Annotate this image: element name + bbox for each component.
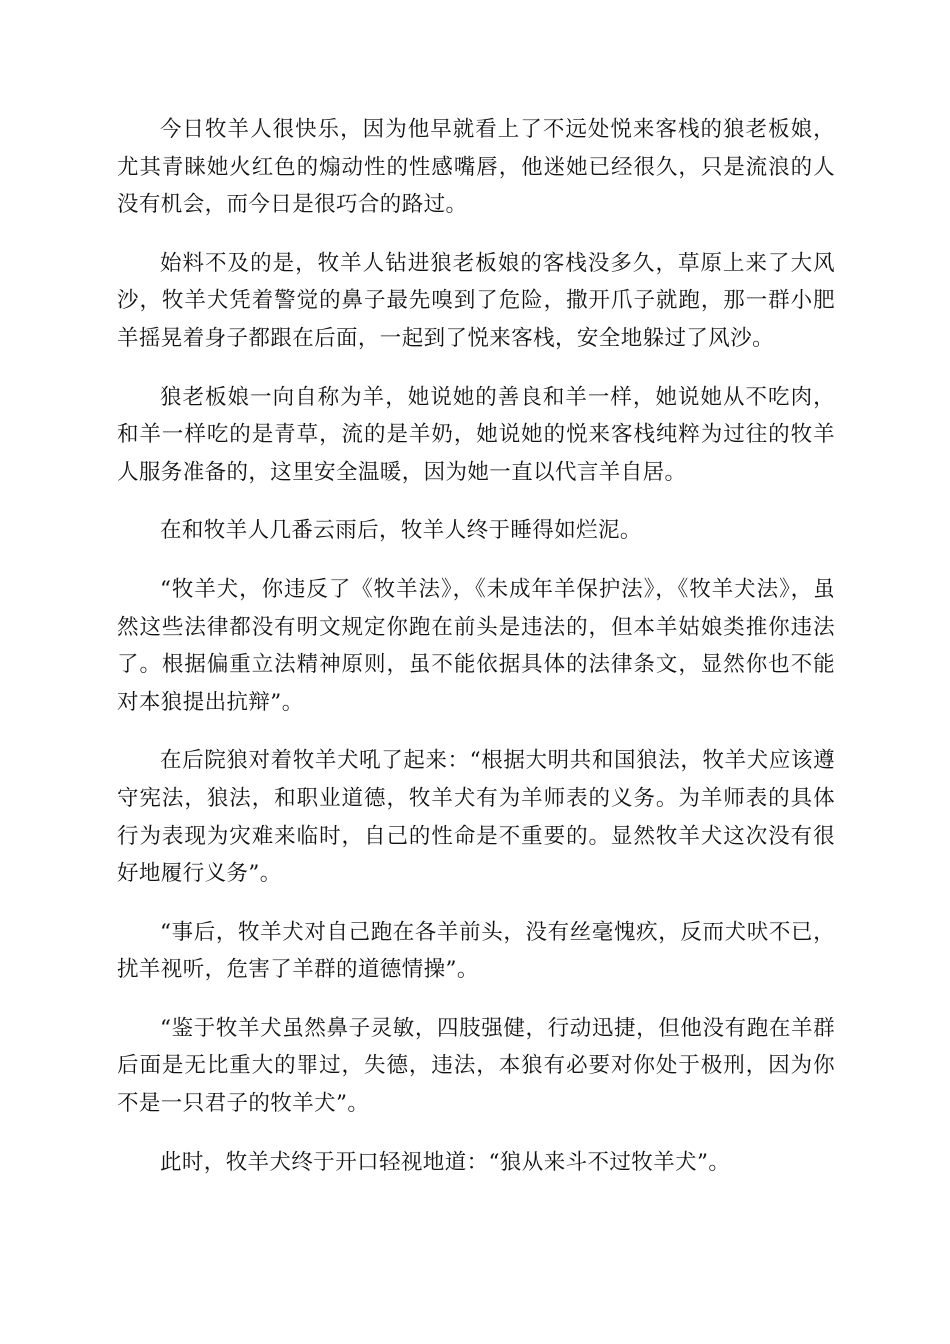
paragraph-9: 此时，牧羊犬终于开口轻视地道：“狼从来斗不过牧羊犬”。	[160, 1149, 731, 1175]
paragraph-8: “鉴于牧羊犬虽然鼻子灵敏，四肢强健，行动迅捷，但他没有跑在羊群后面是无比重大的罪过，失德，违法，本狼有必要对你处于极刑，因为你不是一只君子的牧羊犬”。	[117, 1015, 835, 1117]
paragraph-4: 在和牧羊人几番云雨后，牧羊人终于睡得如烂泥。	[160, 518, 642, 544]
paragraph-6: 在后院狼对着牧羊犬吼了起来：“根据大明共和国狼法，牧羊犬应该遵守宪法，狼法，和职业道德，牧羊犬有为羊师表的义务。为羊师表的具体行为表现为灾难来临时，自己的性命是不重要的。显然牧羊犬这次没有很好地履行义务”。	[117, 748, 835, 887]
paragraph-1: 今日牧羊人很快乐，因为他早就看上了不远处悦来客栈的狼老板娘，尤其青睐她火红色的煽动性的性感嘴唇，他迷她已经很久，只是流浪的人没有机会，而今日是很巧合的路过。	[117, 117, 835, 218]
document-page	[117, 111, 835, 1202]
paragraph-3: 狼老板娘一向自称为羊，她说她的善良和羊一样，她说她从不吃肉，和羊一样吃的是青草，流的是羊奶，她说她的悦来客栈纯粹为过往的牧羊人服务准备的，这里安全温暖，因为她一直以代言羊自居。	[117, 384, 835, 485]
paragraph-2: 始料不及的是，牧羊人钻进狼老板娘的客栈没多久，草原上来了大风沙，牧羊犬凭着警觉的鼻子最先嗅到了危险，撒开爪子就跑，那一群小肥羊摇晃着身子都跟在后面，一起到了悦来客栈，安全地躲过了风沙。	[117, 250, 835, 351]
paragraph-7: “事后，牧羊犬对自己跑在各羊前头，没有丝毫愧疚，反而犬吠不已，扰羊视听，危害了羊群的道德情操”。	[117, 919, 835, 983]
paragraph-5: “牧羊犬，你违反了《牧羊法》，《未成年羊保护法》，《牧羊犬法》，虽然这些法律都没有明文规定你跑在前头是违法的，但本羊姑娘类推你违法了。根据偏重立法精神原则，虽不能依据具体的法律条文，显然你也不能对本狼提出抗辩”。	[117, 576, 835, 715]
